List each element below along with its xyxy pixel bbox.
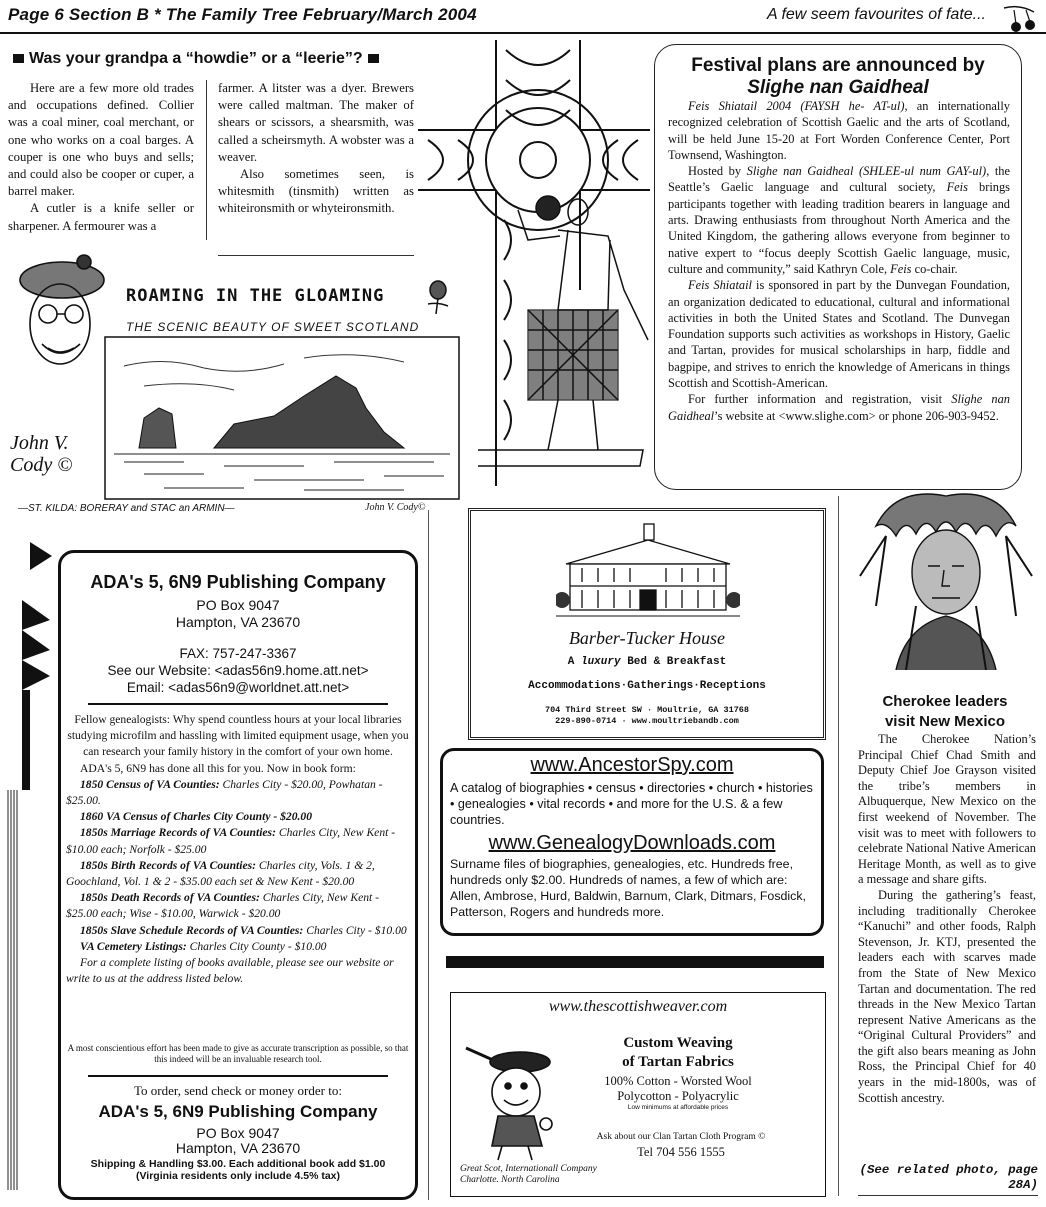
ancestorspy-description: A catalog of biographies • census • directories • church • histories • genealogies • vital records • and more for the U.S. & a few countries. [450,781,813,827]
phone-web: 229-890-0714 · www.moultriebandb.com [555,716,739,726]
article-paragraph: Also sometimes seen, is whitesmith (tinsmith) written as whiteironsmith or whyteironsmith. [218,167,414,216]
st-kilda-sea-stacks-illustration [104,336,460,500]
emphasis: Feis Shiatail 2004 (FAYSH he- AT-ul) [688,99,905,113]
book-title: 1850s Birth Records of VA Counties: [80,858,256,872]
genealogydownloads-link[interactable]: www.GenealogyDownloads.com [488,832,776,854]
bb-name: Barber-Tucker House [568,628,726,648]
shipping-info [60,1158,416,1182]
book-item: 1860 VA Census of Charles City County - $20.00 [80,810,313,824]
city-state: Hampton, VA 23670 [175,614,301,630]
scot-mascot-illustration [462,1034,562,1164]
emphasis: Slighe nan Gaidheal [668,392,1011,423]
weaver-title [580,1034,776,1072]
emphasis: Feis Shiatail [688,278,752,293]
article-paragraph: A cutler is a knife seller or sharpener. A fermourer was a [8,201,194,233]
text: , an internationally recognized celebration of Scottish Gaelic and the arts of Scotland, will be held June 15-20 at Fort Worden Conference Center, Port Townsend, Washington. [668,99,1010,162]
bb-services: Accommodations·Gatherings·Receptions [528,680,766,692]
ada-address [60,1126,416,1156]
emphasis: Slighe nan Gaidheal (SHLEE-ul num GAY-ul) [746,164,987,179]
artist-signature: John V. Cody © [10,432,73,476]
ancestorspy-link[interactable]: www.AncestorSpy.com [530,754,734,776]
emphasis: Feis [946,180,968,195]
ada-company-name: ADA's 5, 6N9 Publishing Company [98,1102,378,1121]
weaver-clan-program: Ask about our Clan Tartan Cloth Program © [596,1132,766,1142]
book-price: Charles City County - $10.00 [186,939,327,953]
text: Bed & Breakfast [620,656,727,668]
done: ADA's 5, 6N9 has done all this for you. Now in book form: [80,761,356,775]
book-price: Charles City, New Kent - $25.00 each; Wise - $10.00, Warwick - $20.00 [66,891,379,921]
cherokee-title-line: Cherokee leaders [882,693,1008,710]
related-photo-reference: (See related photo, page 28A) [859,1163,1038,1192]
cherokee-title [850,692,1040,732]
book-title: 1850s Marriage Records of VA Counties: [80,826,276,840]
weaver-website[interactable]: www.thescottishweaver.com [548,998,728,1015]
column-divider [206,80,207,240]
thistle-icon [418,276,458,316]
illustration-caption: —ST. KILDA: BORERAY and STAC an ARMIN— [18,503,235,514]
website: See our Website: <adas56n9.home.att.net> [107,663,369,678]
article-title-text: Was your grandpa a “howdie” or a “leerie”? [29,50,363,67]
text: A [567,656,581,668]
ada-body [66,712,410,987]
article-paragraph [668,163,1010,277]
weaver-company [460,1164,660,1186]
fax: FAX: 757-247-3367 [179,646,297,661]
square-bullet-icon [368,54,379,63]
caricature-portrait-illustration [12,252,112,392]
weaver-minimums: Low minimums at affordable prices [627,1104,729,1111]
text: is sponsored in part by the Dunvegan Foundation, an organization dedicated to educational, cultural and informational activities in both the United States and Scotland. The Dunvegan Foundation supports such activities as workshops in History, Gaelic and Tartan, provides for musical scholarships in harp, fiddle and bagpipe, and strives to enrich the knowledge of Americans in things Scottish and Scottish-American. [668,278,1010,391]
text: brings participants together with leading tradition bearers in language and arts. Drawing enthusiasts from throughout North America and the United Kingdom, the gathering allows everyone from beginner to native expert to “focus deeply Scottish Gaelic language, music, culture and community,” said Kathryn Cole, [668,180,1011,276]
complete-listing: For a complete listing of books available, please see our website or write to us at the address listed below. [66,956,394,986]
roaming-subtitle: THE SCENIC BEAUTY OF SWEET SCOTLAND [126,320,420,334]
book-item [66,825,410,857]
book-title: 1850s Death Records of VA Counties: [80,891,260,905]
page-folio: Page 6 Section B * The Family Tree February/March 2004 [8,5,477,24]
article-paragraph: During the gathering’s feast, including traditionally Cherokee “Kanuchi” and other foods, Ralph Stevenson, Jr. KTJ, presented the leaders each with scarves made from the State of New Mexico Tartan and documentation. The red threads in the New Mexico Tartan represent Native Americans as the “Original Cultural Providers” and the gift also bears meaning as John Ross, the Principal Chief for 40 years in the mid-1800s, was of Scottish ancestry. [858,887,1036,1105]
emphasis: Feis [890,261,912,276]
book-item [66,890,410,922]
cherokee-title-line: visit New Mexico [884,713,1006,730]
divider-bar [446,956,824,968]
column-divider [838,496,839,1196]
book-price: Charles City - $20.00, Powhatan - $25.00. [66,777,383,808]
article-paragraph [668,98,1010,163]
city-state: Hampton, VA 23670 [175,1140,301,1156]
page-header [0,0,1046,34]
po-box: PO Box 9047 [196,597,280,613]
fabric-line: Polycotton - Polyacrylic [617,1089,739,1103]
book-title: 1850s Slave Schedule Records of VA Counties: [80,923,304,937]
company-line: Great Scot, Internationall Company [460,1164,597,1174]
article-paragraph: The Cherokee Nation’s Principal Chief Chad Smith and Deputy Chief Joe Grayson visited the tribe’s members in Albuquerque, New Mexico on the first weekend of November. The visit was to meet with followers to celebrate National Native American Heritage Month, as well as to give a message and share gifts. [858,732,1036,887]
page-edge-marks [0,540,52,1200]
column-divider [428,510,429,1200]
article-column-1 [8,80,194,235]
header-tagline: A few seem favourites of fate... [766,6,986,23]
email: Email: <adas56n9@worldnet.att.net> [126,680,350,695]
ada-company-name: ADA's 5, 6N9 Publishing Company [90,572,386,592]
illustration-signature: John V. Cody© [365,502,426,513]
order-instructions: To order, send check or money order to: [134,1083,342,1098]
text: , the Seattle’s Gaelic language and cultural society, [668,164,1010,195]
shipping-line: (Virginia residents only include 4.5% tax) [135,1170,341,1182]
book-price: Charles city, Vols. 1 & 2, Goochland, Vol. 1 & 2 - $35.00 each set & New Kent - $20.00 [66,858,375,889]
book-item [66,858,410,890]
divider-rule [88,703,388,705]
ada-address [60,597,416,631]
genealogydownloads-description: Surname files of biographies, genealogies, etc. Hundreds free, hundreds only $2.00. Hundreds of names, a few of which are: Allen, Ambrose, Hurd, Baldwin, Barnum, Clark, Ditmars, Fosdick, Patterson, Rogers and hundreds more. [450,857,807,919]
bb-tagline [468,656,826,668]
emphasis: luxury [580,656,621,668]
house-illustration [556,520,740,624]
po-box: PO Box 9047 [196,1125,280,1141]
divider-rule [858,1195,1038,1196]
text: For further information and registration, visit [688,392,952,407]
weaver-title-line: Custom Weaving [623,1035,733,1051]
ada-contact [60,645,416,696]
weaver-fabrics [568,1074,788,1104]
book-price: Charles City - $10.00 [303,923,407,937]
weaver-title-line: of Tartan Fabrics [622,1054,734,1070]
divider-rule [88,1075,388,1077]
book-item [66,939,410,955]
festival-body [668,98,1010,424]
ada-note: A most conscientious effort has been made to give as accurate transcription as possible, so that this indeed will be an invaluable research tool. [67,1043,409,1064]
article-paragraph: Here are a few more old trades and occupations defined. Collier was a coal miner, coal merchant, or one who works on a coal barges. A couper is one who buys and sells; and could also be cooper or cuper, a barrel maker. [8,81,194,199]
book-title: VA Cemetery Listings: [80,939,187,953]
text: Hosted by [688,164,747,179]
fabric-line: 100% Cotton - Worsted Wool [604,1074,752,1088]
intro: Fellow genealogists: Why spend countless hours at your local libraries studying microfilm and hassling with limited equipment usage, when you can research your family history in the comfort of your own home. [67,713,409,759]
book-price: Charles City, New Kent - $10.00 each; Norfolk - $25.00 [66,826,396,856]
article-column-2 [218,80,414,218]
shipping-line: Shipping & Handling $3.00. Each additional book add $1.00 [90,1158,386,1170]
street: 704 Third Street SW · Moultrie, GA 31768 [544,705,750,715]
festival-title [664,55,1012,99]
cherokee-chief-portrait-illustration [856,486,1036,670]
cherokee-body [858,732,1036,1106]
article-paragraph: farmer. A litster was a dyer. Brewers were called maltman. The maker of shears or scissors, a shearsmith, was called a scheirsmyth. A wobster was a weaver. [218,81,414,164]
article-title [8,50,384,68]
text: co-chair. [911,261,958,276]
roaming-title: ROAMING IN THE GLOAMING [126,286,385,306]
book-item [66,777,410,809]
festival-title-line: Slighe nan Gaidheal [747,77,929,98]
cherries-icon [1000,2,1042,34]
weaver-phone: Tel 704 556 1555 [637,1145,725,1159]
divider-rule [218,255,414,256]
bb-address [468,705,826,727]
text: ’s website at <www.slighe.com> or phone 206-903-9452. [714,408,999,423]
festival-title-line: Festival plans are announced by [691,55,985,76]
company-line: Charlotte. North Carolina [460,1175,560,1185]
book-title: 1850 Census of VA Counties: [80,777,220,791]
book-item [66,923,410,939]
article-paragraph [668,277,1010,391]
square-bullet-icon [13,54,24,63]
article-paragraph [668,391,1010,424]
